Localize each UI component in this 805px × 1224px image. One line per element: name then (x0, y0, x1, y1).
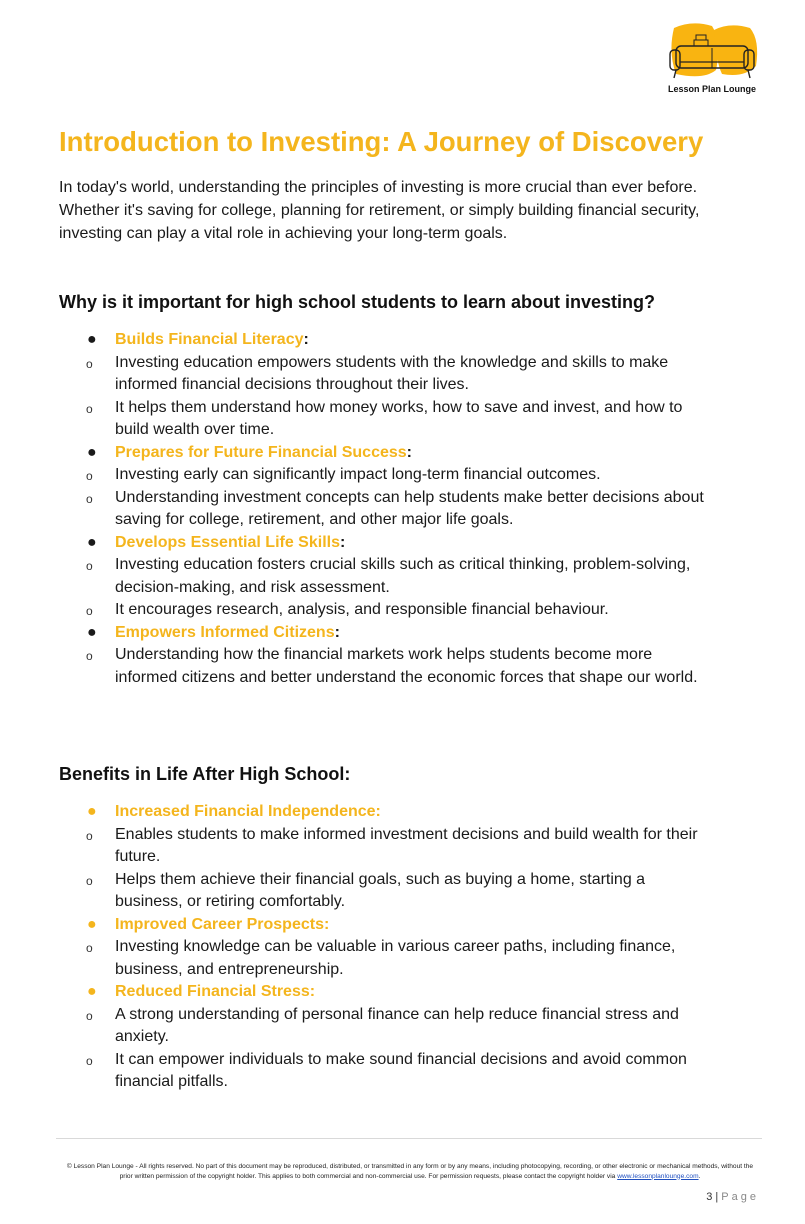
section2-list (59, 801, 769, 1094)
bullet-icon: ● (87, 533, 97, 551)
sub-item-text: It helps them understand how money works, how to save and invest, and how to build wealth over time. (115, 398, 683, 438)
item-label: Prepares for Future Financial Success (115, 443, 407, 461)
circle-bullet-icon: o (86, 356, 93, 371)
sub-item-text: Helps them achieve their financial goals, such as buying a home, starting a business, or retiring comfortably. (115, 870, 646, 910)
circle-bullet-icon: o (86, 491, 93, 506)
sub-item (59, 936, 769, 981)
page-number (706, 1191, 759, 1203)
sub-item-text: Investing education empowers students with the knowledge and skills to make informed financial decisions throughout their lives. (115, 353, 669, 393)
circle-bullet-icon: o (86, 941, 93, 955)
sub-item (59, 1049, 769, 1094)
bullet-icon: ● (87, 623, 97, 641)
circle-bullet-icon: o (86, 559, 93, 573)
list-item (59, 329, 769, 352)
circle-bullet-icon: o (86, 1053, 93, 1068)
bullet-icon: ● (87, 915, 97, 933)
item-colon: : (406, 443, 412, 461)
sub-item-text: Understanding how the financial markets work helps students become more informed citizens and better understand the economic forces that shape our world. (115, 646, 698, 686)
item-label: Improved Career Prospects: (115, 915, 330, 933)
bullet-icon: ● (87, 983, 97, 1000)
sub-item (59, 644, 769, 689)
circle-bullet-icon: o (86, 604, 93, 618)
footer-website-link[interactable]: www.lessonplanlounge.com (617, 1172, 699, 1180)
sub-item (59, 464, 769, 487)
sub-item-text: Enables students to make informed investment decisions and build wealth for their future. (115, 825, 698, 865)
item-colon: : (334, 623, 340, 641)
sub-item (59, 869, 769, 914)
list-item (59, 532, 769, 555)
page-number-value: 3 (706, 1191, 713, 1203)
sub-item-text: A strong understanding of personal finance can help reduce financial stress and anxiety. (115, 1005, 679, 1045)
sub-item (59, 397, 769, 442)
list-item (59, 914, 769, 937)
section2-heading: Benefits in Life After High School: (59, 764, 351, 784)
item-label: Builds Financial Literacy (115, 331, 304, 348)
sub-item (59, 599, 769, 622)
sub-item-text: It can empower individuals to make sound financial decisions and avoid common financial pitfalls. (115, 1050, 687, 1090)
bullet-icon: ● (87, 331, 97, 348)
circle-bullet-icon: o (86, 469, 93, 483)
intro-paragraph: In today's world, understanding the principles of investing is more crucial than ever before. Whether it's saving for college, planning for retirement, or simply building financial security, investing can play a vital role in achieving your long-term goals. (59, 179, 700, 242)
list-item (59, 622, 769, 645)
section1-heading: Why is it important for high school students to learn about investing? (59, 292, 656, 312)
sub-item-text: Understanding investment concepts can help students make better decisions about saving for college, retirement, and other major life goals. (115, 488, 704, 528)
sub-item (59, 352, 769, 397)
sub-item-text: It encourages research, analysis, and responsible financial behaviour. (115, 601, 609, 618)
item-label: Increased Financial Independence: (115, 803, 381, 820)
sofa-logo-icon (664, 22, 760, 84)
circle-bullet-icon: o (86, 873, 93, 888)
item-label: Empowers Informed Citizens (115, 623, 335, 641)
bullet-icon: ● (87, 443, 97, 461)
page-separator: | (715, 1191, 719, 1203)
sub-item (59, 487, 769, 532)
item-colon: : (339, 533, 346, 551)
sub-item (59, 1004, 769, 1049)
item-colon: : (303, 331, 309, 348)
circle-bullet-icon: o (86, 1008, 93, 1023)
footer-copyright-text: © Lesson Plan Lounge - All rights reserved. No part of this document may be reproduced, distributed, or transmitted in any form or by any means, including photocopying, recording, or other electronic or mechanical methods, without the prior written permission of the copyright holder. This applies to both commercial and non-commercial use. For permission requests, please contact the copyright holder via (66, 1163, 754, 1180)
list-item (59, 442, 769, 465)
bullet-icon: ● (87, 803, 97, 820)
logo (664, 22, 760, 98)
list-item (59, 981, 769, 1004)
sub-item (59, 824, 769, 869)
page-title: Introduction to Investing: A Journey of Discovery (59, 126, 704, 157)
circle-bullet-icon: o (86, 401, 93, 416)
circle-bullet-icon: o (86, 828, 93, 843)
circle-bullet-icon: o (86, 649, 93, 663)
item-label: Develops Essential Life Skills (115, 533, 340, 551)
logo-text: Lesson Plan Lounge (667, 84, 756, 94)
item-label: Reduced Financial Stress: (115, 983, 316, 1000)
sub-item-text: Investing early can significantly impact long-term financial outcomes. (115, 466, 601, 483)
footer-period: . (698, 1172, 701, 1180)
page-word: Page (721, 1191, 759, 1203)
footer-copyright (60, 1162, 760, 1181)
sub-item-text: Investing education fosters crucial skills such as critical thinking, problem-solving, decision-making, and risk assessment. (115, 556, 691, 596)
list-item (59, 801, 769, 824)
section1-list (59, 329, 769, 689)
sub-item (59, 554, 769, 599)
footer-divider (56, 1138, 762, 1139)
sub-item-text: Investing knowledge can be valuable in various career paths, including finance, business, and entrepreneurship. (115, 938, 676, 978)
